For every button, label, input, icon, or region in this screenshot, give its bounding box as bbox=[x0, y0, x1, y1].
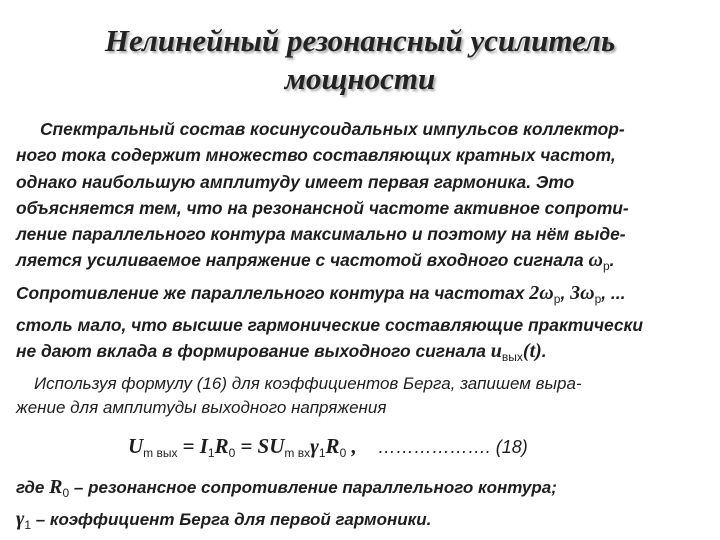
title-line-2: мощности bbox=[284, 61, 436, 96]
u-subscript: вых bbox=[501, 350, 523, 365]
line-end: . bbox=[541, 341, 547, 362]
formula-term: R bbox=[214, 434, 229, 458]
paragraph-line: ление параллельного контура максимально и поэтому на нём выде- bbox=[16, 224, 626, 245]
omega-2-symbol: 2ω bbox=[529, 281, 554, 304]
formula-term-sub: 0 bbox=[228, 446, 236, 460]
formula-term-sub: m вх bbox=[284, 446, 311, 460]
formula-term: R bbox=[325, 434, 340, 458]
line-text: не дают вклада в формирование выходного сигнала bbox=[16, 341, 486, 362]
definition-text: – резонансное сопротивление параллельного контура; bbox=[73, 478, 557, 497]
gamma-symbol: γ bbox=[16, 508, 25, 530]
formula-number: ………………. (18) bbox=[377, 437, 528, 457]
r-symbol: R bbox=[49, 476, 63, 498]
definition-prefix: где bbox=[16, 478, 45, 497]
formula-term: = I bbox=[182, 434, 208, 458]
formula-term-sub: 1 bbox=[318, 446, 326, 460]
formula-lhs-sub: m вых bbox=[143, 446, 178, 460]
r-subscript: 0 bbox=[62, 486, 70, 500]
u-argument: (t) bbox=[522, 340, 542, 363]
paragraph-line bbox=[16, 247, 708, 279]
formula-term-sub: 1 bbox=[207, 446, 215, 460]
paragraph-line bbox=[16, 338, 708, 370]
paragraph-line: Сопротивление же параллельного контура на частотах $2\omega_р$, $3\omega_р$, ... bbox=[16, 281, 626, 306]
paragraph-line: объясняется тем, что на резонансной частоте активное сопроти- bbox=[16, 197, 629, 218]
omega-3-subscript: р bbox=[594, 291, 602, 306]
paragraph-line: жение для амплитуды выходного напряжения bbox=[16, 398, 387, 417]
formula-comma: , bbox=[346, 434, 357, 458]
definition-gamma1 bbox=[16, 506, 708, 538]
formula-term-sub: 0 bbox=[339, 446, 347, 460]
definition-text: – коэффициент Берга для первой гармоники. bbox=[35, 510, 432, 529]
line-end: . bbox=[609, 250, 615, 271]
definition-r0 bbox=[16, 474, 708, 506]
line-text: Сопротивление же параллельного контура на частотах bbox=[16, 282, 525, 303]
omega-2-subscript: р bbox=[553, 291, 561, 306]
slide-title bbox=[0, 22, 720, 98]
line-text: ляется усиливаемое напряжение с частотой входного сигнала bbox=[16, 250, 584, 271]
omega-3-symbol: 3ω bbox=[570, 281, 595, 304]
paragraph-spectral bbox=[16, 116, 708, 371]
definitions bbox=[16, 474, 708, 538]
gamma-subscript: 1 bbox=[24, 518, 32, 532]
omega-subscript: р bbox=[602, 259, 610, 274]
line-end: , ... bbox=[601, 282, 626, 303]
paragraph-line: ного тока содержит множество составляющих кратных частот, bbox=[16, 145, 616, 166]
formula-term: γ bbox=[310, 434, 319, 458]
formula-term: = SU bbox=[240, 434, 285, 458]
paragraph-line: однако наибольшую амплитуду имеет первая гармоника. Это bbox=[16, 171, 575, 192]
formula-18 bbox=[128, 432, 528, 467]
paragraph-line: столь мало, что высшие гармонические составляющие практически bbox=[16, 315, 643, 336]
paragraph-berg bbox=[16, 372, 708, 420]
paragraph-line: Используя формулу (16) для коэффициентов Берга, запишем выра- bbox=[34, 374, 582, 393]
title-line-1: Нелинейный резонансный усилитель bbox=[104, 23, 616, 58]
formula-lhs: U bbox=[128, 434, 144, 458]
omega-symbol: ω bbox=[588, 249, 603, 272]
paragraph-line: Спектральный состав косинусоидальных импульсов коллектор- bbox=[40, 119, 625, 139]
u-symbol: u bbox=[490, 340, 502, 363]
